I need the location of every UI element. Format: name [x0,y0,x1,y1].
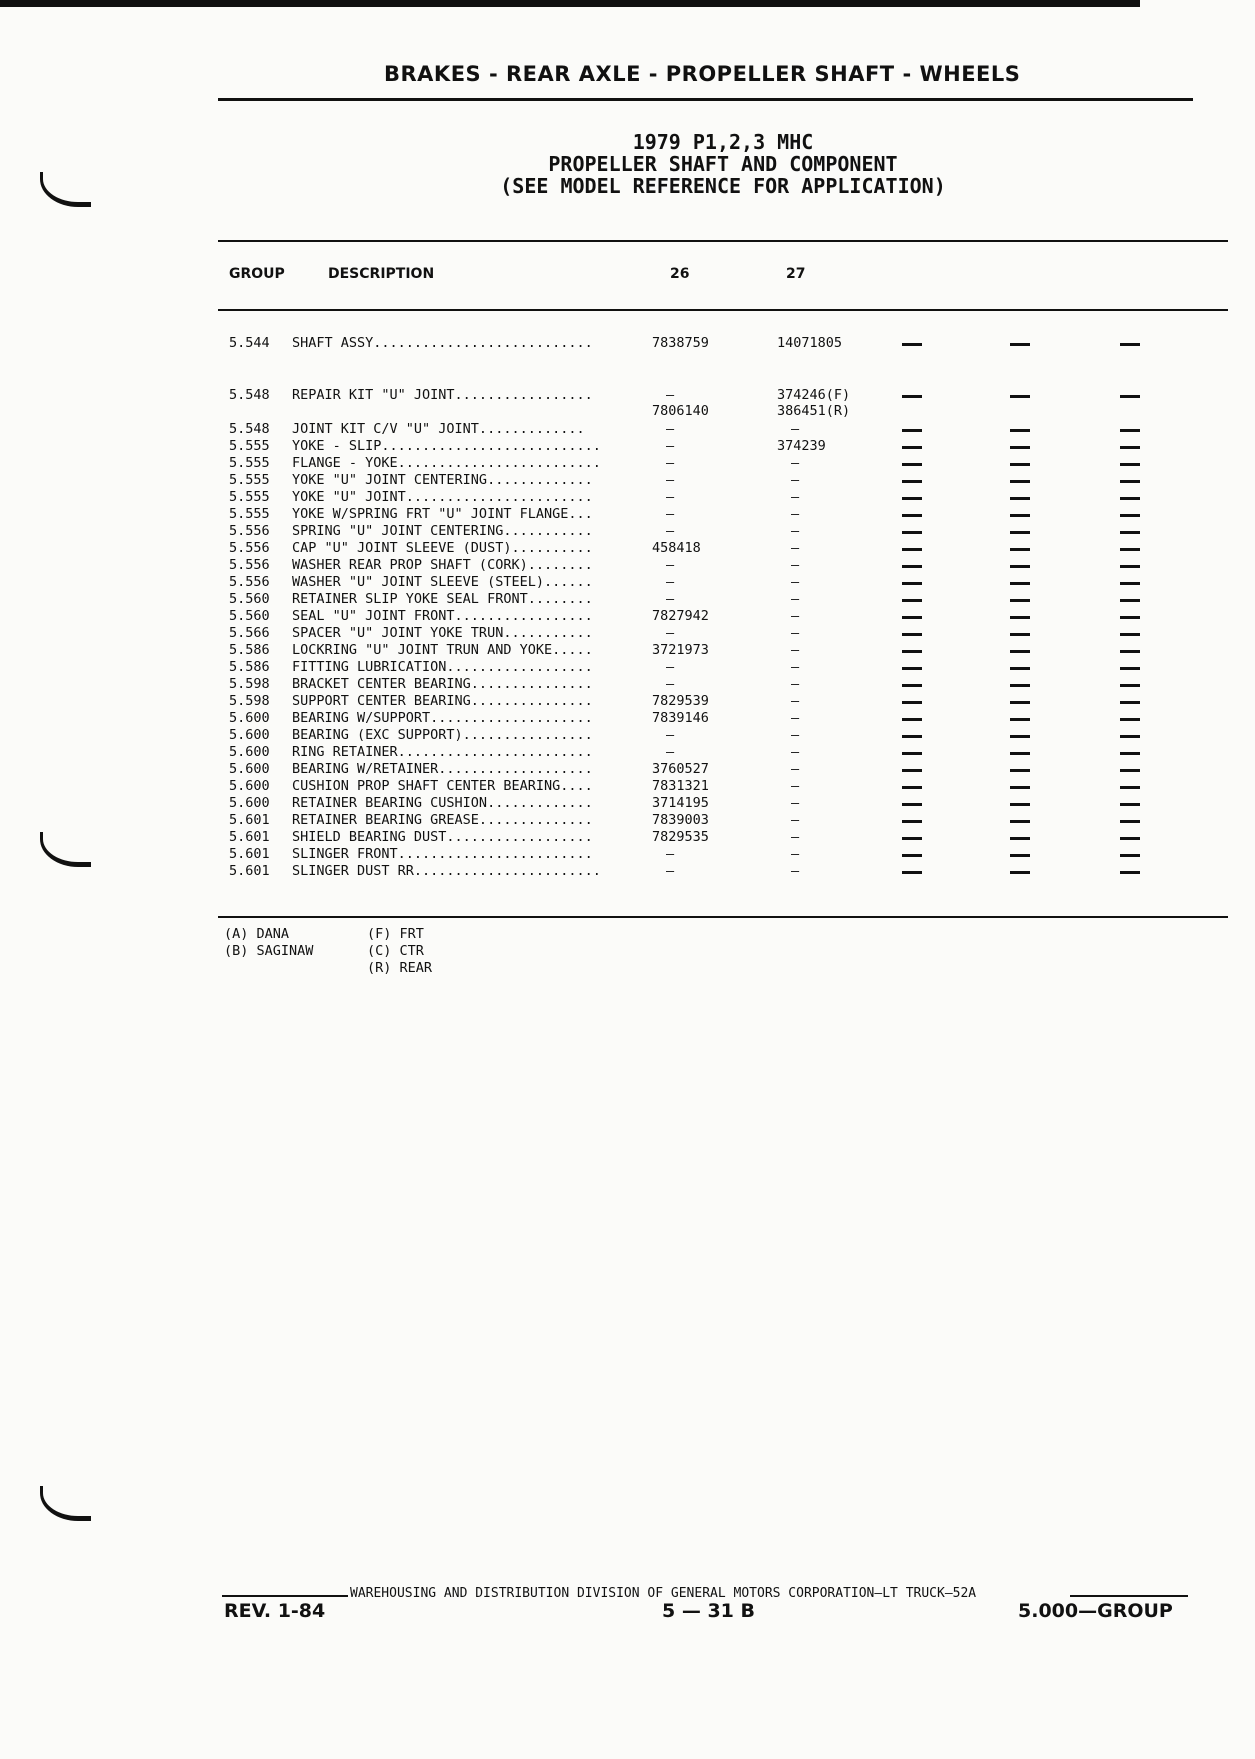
row-group: 5.600 [229,744,270,760]
table-row [0,455,1255,472]
table-row [0,608,1255,625]
row-col-27: — [791,676,800,692]
empty-cell-dash [1120,395,1140,398]
row-col-26: 458418 [652,540,701,556]
empty-cell-dash [902,582,922,585]
col-header-group: GROUP [229,266,285,282]
page-header: BRAKES - REAR AXLE - PROPELLER SHAFT - WHEELS [384,62,1021,86]
empty-cell-dash [902,820,922,823]
row-group: 5.600 [229,727,270,743]
row-col-27: — [791,829,800,845]
legend-saginaw: (B) SAGINAW [224,943,314,959]
footer-page-number: 5 — 31 B [662,1600,755,1622]
table-row [0,829,1255,846]
footer-rule-left [222,1595,348,1597]
empty-cell-dash [1120,803,1140,806]
row-col-26: — [666,489,675,505]
row-col-27: — [791,489,800,505]
table-row [0,693,1255,710]
empty-cell-dash [902,854,922,857]
row-description: YOKE W/SPRING FRT "U" JOINT FLANGE... [292,506,593,522]
row-description: SHAFT ASSY........................... [292,335,593,351]
table-row [0,472,1255,489]
row-col-27: — [791,455,800,471]
empty-cell-dash [902,837,922,840]
empty-cell-dash [1010,616,1030,619]
empty-cell-dash [1010,735,1030,738]
footer-group: 5.000—GROUP [1018,1600,1173,1622]
row-group: 5.586 [229,642,270,658]
table-header-rule [218,309,1228,311]
row-col-27: — [791,506,800,522]
empty-cell-dash [1120,718,1140,721]
row-group: 5.601 [229,846,270,862]
empty-cell-dash [1120,480,1140,483]
row-group: 5.601 [229,863,270,879]
row-col-26: — [666,455,675,471]
empty-cell-dash [902,633,922,636]
row-col-26: — [666,387,675,403]
empty-cell-dash [902,786,922,789]
table-row [0,846,1255,863]
row-col-26: 3760527 [652,761,709,777]
row-description: BRACKET CENTER BEARING............... [292,676,593,692]
row-group: 5.598 [229,693,270,709]
row-col-27: 386451(R) [777,403,851,419]
row-description: CUSHION PROP SHAFT CENTER BEARING.... [292,778,593,794]
row-description: REPAIR KIT "U" JOINT................. [292,387,593,403]
row-group: 5.556 [229,523,270,539]
row-col-26: — [666,421,675,437]
empty-cell-dash [1010,820,1030,823]
empty-cell-dash [1010,446,1030,449]
row-col-27: — [791,795,800,811]
empty-cell-dash [1120,854,1140,857]
empty-cell-dash [902,514,922,517]
empty-cell-dash [902,667,922,670]
empty-cell-dash [902,871,922,874]
row-description: RING RETAINER........................ [292,744,593,760]
row-col-27: — [791,846,800,862]
row-col-26: — [666,591,675,607]
empty-cell-dash [1120,446,1140,449]
empty-cell-dash [902,803,922,806]
empty-cell-dash [1120,616,1140,619]
empty-cell-dash [902,735,922,738]
row-description: RETAINER BEARING GREASE.............. [292,812,593,828]
table-row [0,761,1255,778]
col-header-27: 27 [786,266,806,282]
row-col-27: — [791,421,800,437]
legend-ctr: (C) CTR [367,943,424,959]
table-row [0,710,1255,727]
row-group: 5.598 [229,676,270,692]
footer-rule-right [1070,1595,1188,1597]
empty-cell-dash [1120,667,1140,670]
empty-cell-dash [1010,752,1030,755]
row-col-26: — [666,659,675,675]
empty-cell-dash [1120,769,1140,772]
empty-cell-dash [1010,480,1030,483]
row-description: FLANGE - YOKE......................... [292,455,601,471]
row-description: SLINGER FRONT........................ [292,846,593,862]
row-group: 5.600 [229,778,270,794]
table-row [0,676,1255,693]
binder-hole-mark [40,172,91,207]
empty-cell-dash [1120,650,1140,653]
empty-cell-dash [1010,718,1030,721]
row-col-27: — [791,540,800,556]
col-header-26: 26 [670,266,690,282]
row-description: JOINT KIT C/V "U" JOINT............. [292,421,585,437]
table-row [0,727,1255,744]
empty-cell-dash [1010,497,1030,500]
table-row [0,659,1255,676]
row-col-26: 7839146 [652,710,709,726]
row-group: 5.600 [229,710,270,726]
row-description: LOCKRING "U" JOINT TRUN AND YOKE..... [292,642,593,658]
row-col-26: — [666,676,675,692]
empty-cell-dash [902,650,922,653]
empty-cell-dash [1120,837,1140,840]
row-col-26: 3721973 [652,642,709,658]
table-row [0,795,1255,812]
row-description: WASHER REAR PROP SHAFT (CORK)........ [292,557,593,573]
table-row [0,540,1255,557]
row-description: SPRING "U" JOINT CENTERING........... [292,523,593,539]
row-col-27: — [791,642,800,658]
row-col-27: — [791,523,800,539]
empty-cell-dash [1010,701,1030,704]
row-col-26: 7831321 [652,778,709,794]
header-rule [218,98,1193,101]
row-col-27: — [791,727,800,743]
row-description: BEARING W/RETAINER................... [292,761,593,777]
row-description: SUPPORT CENTER BEARING............... [292,693,593,709]
row-description: SPACER "U" JOINT YOKE TRUN........... [292,625,593,641]
table-row [0,421,1255,438]
col-header-description: DESCRIPTION [328,266,435,282]
row-col-26: 7827942 [652,608,709,624]
row-col-27: — [791,625,800,641]
row-description: YOKE "U" JOINT....................... [292,489,593,505]
title-line-1: 1979 P1,2,3 MHC [632,130,814,154]
row-col-27: — [791,608,800,624]
empty-cell-dash [1120,701,1140,704]
empty-cell-dash [1120,684,1140,687]
row-description: WASHER "U" JOINT SLEEVE (STEEL)...... [292,574,593,590]
table-row [0,778,1255,795]
row-col-26: — [666,557,675,573]
top-edge-line [0,0,1140,7]
table-row [0,574,1255,591]
empty-cell-dash [1010,531,1030,534]
row-description: YOKE - SLIP........................... [292,438,601,454]
row-description: BEARING (EXC SUPPORT)................ [292,727,593,743]
empty-cell-dash [902,684,922,687]
empty-cell-dash [902,565,922,568]
row-group: 5.566 [229,625,270,641]
empty-cell-dash [1120,565,1140,568]
footer-division: WAREHOUSING AND DISTRIBUTION DIVISION OF GENERAL MOTORS CORPORATION—LT TRUCK—52A [350,1586,977,1601]
empty-cell-dash [1120,582,1140,585]
row-col-27: — [791,761,800,777]
row-col-26: 3714195 [652,795,709,811]
row-col-27: — [791,472,800,488]
empty-cell-dash [1120,463,1140,466]
row-description: RETAINER BEARING CUSHION............. [292,795,593,811]
row-col-27: — [791,710,800,726]
table-row [0,557,1255,574]
table-row [0,591,1255,608]
row-group: 5.548 [229,421,270,437]
empty-cell-dash [902,752,922,755]
empty-cell-dash [1120,786,1140,789]
row-group: 5.560 [229,608,270,624]
row-col-26: — [666,625,675,641]
empty-cell-dash [1010,565,1030,568]
row-group: 5.544 [229,335,270,351]
empty-cell-dash [902,429,922,432]
empty-cell-dash [1010,599,1030,602]
empty-cell-dash [1010,582,1030,585]
table-row [0,642,1255,659]
row-description: SLINGER DUST RR....................... [292,863,601,879]
empty-cell-dash [1010,684,1030,687]
empty-cell-dash [902,769,922,772]
legend-frt: (F) FRT [367,926,424,942]
row-col-26: — [666,506,675,522]
row-description: RETAINER SLIP YOKE SEAL FRONT........ [292,591,593,607]
empty-cell-dash [902,616,922,619]
empty-cell-dash [902,343,922,346]
empty-cell-dash [1120,599,1140,602]
empty-cell-dash [902,599,922,602]
empty-cell-dash [1120,429,1140,432]
empty-cell-dash [1120,820,1140,823]
row-col-27: — [791,574,800,590]
table-row [0,387,1255,404]
empty-cell-dash [902,531,922,534]
empty-cell-dash [1120,633,1140,636]
footer-revision: REV. 1-84 [224,1600,326,1622]
empty-cell-dash [1120,343,1140,346]
empty-cell-dash [1010,548,1030,551]
empty-cell-dash [1010,837,1030,840]
row-group: 5.555 [229,472,270,488]
title-line-2: PROPELLER SHAFT AND COMPONENT [548,152,898,176]
legend-dana: (A) DANA [224,926,290,942]
row-col-26: 7829535 [652,829,709,845]
empty-cell-dash [1010,769,1030,772]
row-col-27: 374239 [777,438,826,454]
empty-cell-dash [902,446,922,449]
table-row [0,744,1255,761]
empty-cell-dash [1010,667,1030,670]
row-col-26: 7806140 [652,403,709,419]
row-col-26: — [666,846,675,862]
row-col-26: 7839003 [652,812,709,828]
legend-rear: (R) REAR [367,960,433,976]
row-col-27: 14071805 [777,335,843,351]
empty-cell-dash [1120,548,1140,551]
row-col-26: — [666,574,675,590]
row-group: 5.560 [229,591,270,607]
empty-cell-dash [1010,803,1030,806]
table-row [0,438,1255,455]
table-row [0,335,1255,352]
row-description: SEAL "U" JOINT FRONT................. [292,608,593,624]
row-col-26: — [666,472,675,488]
row-col-27: — [791,557,800,573]
row-group: 5.555 [229,438,270,454]
empty-cell-dash [902,497,922,500]
table-row [0,625,1255,642]
row-group: 5.600 [229,795,270,811]
empty-cell-dash [1010,633,1030,636]
empty-cell-dash [1010,343,1030,346]
empty-cell-dash [1010,395,1030,398]
row-group: 5.548 [229,387,270,403]
empty-cell-dash [1010,650,1030,653]
row-group: 5.586 [229,659,270,675]
empty-cell-dash [1120,531,1140,534]
empty-cell-dash [902,548,922,551]
row-col-26: 7829539 [652,693,709,709]
table-bottom-rule [218,916,1228,918]
row-description: SHIELD BEARING DUST.................. [292,829,593,845]
row-col-26: 7838759 [652,335,709,351]
row-col-26: — [666,727,675,743]
row-group: 5.555 [229,506,270,522]
row-col-27: — [791,812,800,828]
row-col-26: — [666,438,675,454]
empty-cell-dash [1010,871,1030,874]
row-description: BEARING W/SUPPORT.................... [292,710,593,726]
empty-cell-dash [1120,735,1140,738]
empty-cell-dash [1120,497,1140,500]
table-top-rule [218,240,1228,242]
row-col-26: — [666,523,675,539]
empty-cell-dash [1010,429,1030,432]
empty-cell-dash [1120,752,1140,755]
row-col-26: — [666,863,675,879]
row-col-27: — [791,863,800,879]
empty-cell-dash [1120,871,1140,874]
table-row [0,506,1255,523]
empty-cell-dash [902,701,922,704]
row-description: FITTING LUBRICATION.................. [292,659,593,675]
row-group: 5.556 [229,574,270,590]
row-group: 5.601 [229,812,270,828]
table-row [0,489,1255,506]
empty-cell-dash [902,480,922,483]
table-row [0,523,1255,540]
row-col-27: 374246(F) [777,387,851,403]
empty-cell-dash [1010,854,1030,857]
row-col-27: — [791,744,800,760]
row-group: 5.555 [229,489,270,505]
empty-cell-dash [902,463,922,466]
table-row [0,863,1255,880]
empty-cell-dash [1010,463,1030,466]
row-group: 5.556 [229,540,270,556]
row-col-26: — [666,744,675,760]
row-description: YOKE "U" JOINT CENTERING............. [292,472,593,488]
empty-cell-dash [902,395,922,398]
row-col-27: — [791,659,800,675]
empty-cell-dash [1010,786,1030,789]
row-group: 5.556 [229,557,270,573]
row-col-27: — [791,693,800,709]
row-description: CAP "U" JOINT SLEEVE (DUST).......... [292,540,593,556]
table-row [0,403,1255,420]
row-col-27: — [791,591,800,607]
empty-cell-dash [1010,514,1030,517]
row-group: 5.601 [229,829,270,845]
binder-hole-mark [40,1486,91,1521]
row-col-27: — [791,778,800,794]
empty-cell-dash [902,718,922,721]
row-group: 5.555 [229,455,270,471]
row-group: 5.600 [229,761,270,777]
empty-cell-dash [1120,514,1140,517]
title-line-3: (SEE MODEL REFERENCE FOR APPLICATION) [500,174,946,198]
table-row [0,812,1255,829]
